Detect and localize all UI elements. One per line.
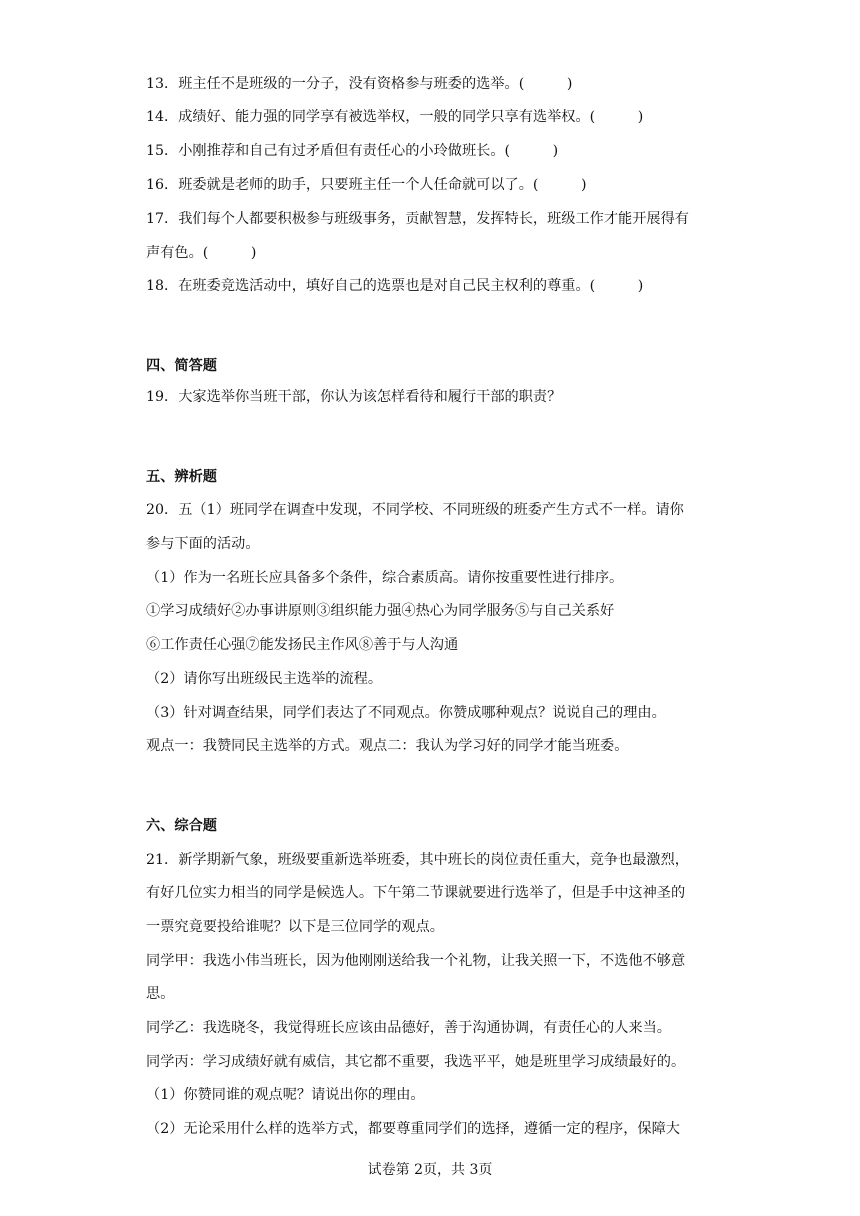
question-17-line-2: 声有色。( ) — [146, 245, 257, 261]
question-21-part-2: （2）无论采用什么样的选举方式，都要尊重同学们的选择，遵循一定的程序，保障大 — [146, 1121, 680, 1137]
section-heading-comprehensive: 六、综合题 — [146, 818, 217, 834]
question-15: 15．小刚推荐和自己有过矛盾但有责任心的小玲做班长。( ) — [146, 143, 559, 159]
question-13: 13．班主任不是班级的一分子，没有资格参与班委的选举。( ) — [146, 76, 573, 92]
section-heading-short-answer: 四、简答题 — [146, 358, 217, 374]
question-14: 14．成绩好、能力强的同学享有被选举权，一般的同学只享有选举权。( ) — [146, 109, 644, 125]
question-18: 18．在班委竞选活动中，填好自己的选票也是对自己民主权利的尊重。( ) — [146, 278, 644, 294]
question-19: 19．大家选举你当班干部，你认为该怎样看待和履行干部的职责？ — [146, 389, 562, 405]
question-20-options-1: ①学习成绩好②办事讲原则③组织能力强④热心为同学服务⑤与自己关系好 — [146, 603, 615, 619]
student-a-line-2: 思。 — [146, 986, 175, 1002]
question-20-part-1: （1）作为一名班长应具备多个条件，综合素质高。请你按重要性进行排序。 — [146, 570, 624, 586]
question-20-line-1: 20．五（1）班同学在调查中发现，不同学校、不同班级的班委产生方式不一样。请你 — [146, 502, 684, 518]
question-20-viewpoints: 观点一：我赞同民主选举的方式。观点二：我认为学习好的同学才能当班委。 — [146, 738, 629, 754]
question-20-part-2: （2）请你写出班级民主选举的流程。 — [146, 671, 383, 687]
page-footer: 试卷第 2页，共 3页 — [367, 1162, 493, 1178]
question-20-options-2: ⑥工作责任心强⑦能发扬民主作风⑧善于与人沟通 — [146, 637, 459, 653]
question-16: 16．班委就是老师的助手，只要班主任一个人任命就可以了。( ) — [146, 177, 587, 193]
question-21-line-2: 有好几位实力相当的同学是候选人。下午第二节课就要进行选举了，但是手中这神圣的 — [146, 885, 686, 901]
question-17-line-1: 17．我们每个人都要积极参与班级事务，贡献智慧，发挥特长，班级工作才能开展得有 — [146, 211, 689, 227]
student-c: 同学丙：学习成绩好就有威信，其它都不重要，我选平平，她是班里学习成绩最好的。 — [146, 1054, 686, 1070]
student-a-line-1: 同学甲：我选小伟当班长，因为他刚刚送给我一个礼物，让我关照一下，不选他不够意 — [146, 953, 686, 969]
question-21-line-3: 一票究竟要投给谁呢？以下是三位同学的观点。 — [146, 919, 444, 935]
question-20-part-3: （3）针对调查结果，同学们表达了不同观点。你赞成哪种观点？说说自己的理由。 — [146, 705, 666, 721]
question-21-line-1: 21．新学期新气象，班级要重新选举班委，其中班长的岗位责任重大，竞争也最激烈， — [146, 852, 689, 868]
section-heading-analysis: 五、辨析题 — [146, 469, 217, 485]
question-21-part-1: （1）你赞同谁的观点呢？请说出你的理由。 — [146, 1087, 425, 1103]
student-b: 同学乙：我选晓冬，我觉得班长应该由品德好，善于沟通协调，有责任心的人来当。 — [146, 1020, 671, 1036]
question-20-line-2: 参与下面的活动。 — [146, 536, 260, 552]
